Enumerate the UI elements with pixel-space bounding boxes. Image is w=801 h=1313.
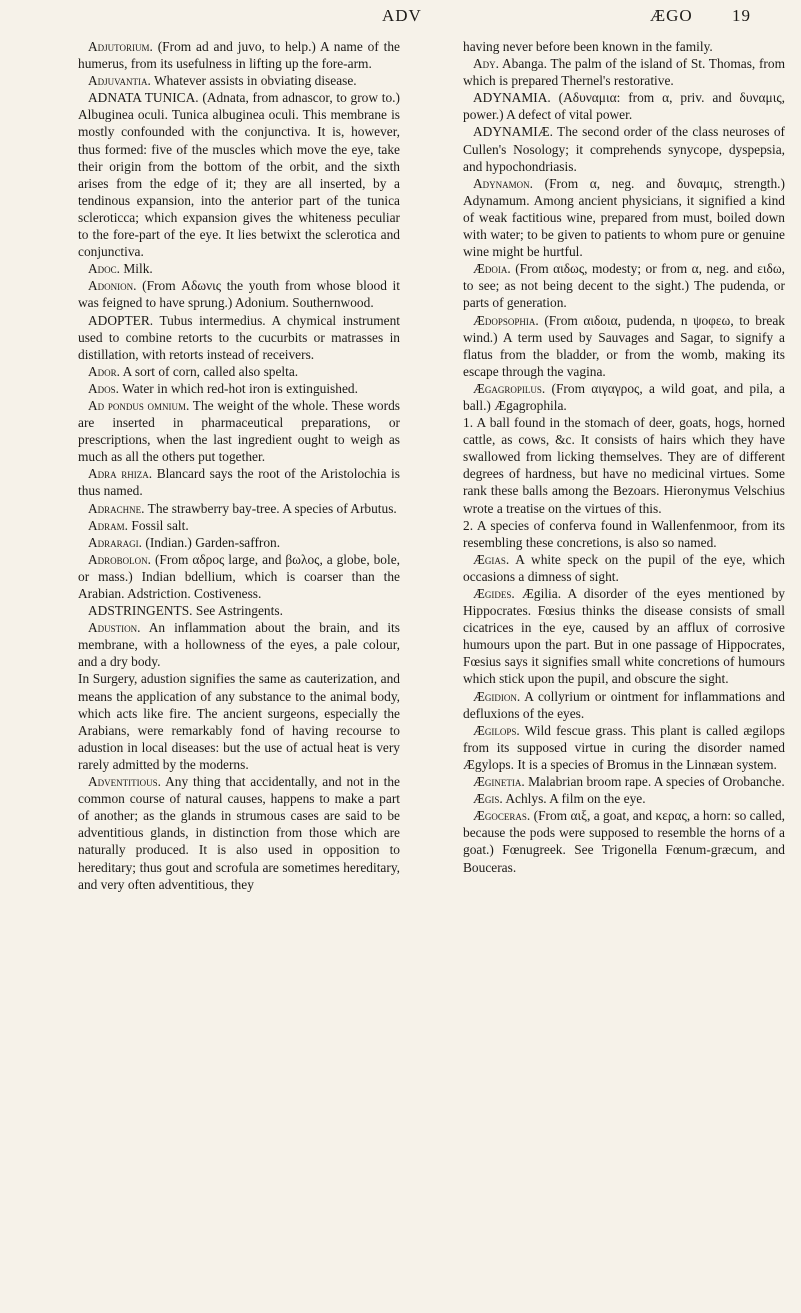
dictionary-entry [78, 551, 400, 602]
entry-headword: Ad pondus omnium. [88, 397, 190, 413]
entry-text: Wild fescue grass. This plant is called ægilops from its supposed virtue in curing the disorder named Ægylops. It is a species of Bromus in the Linnæan system. [463, 722, 785, 772]
entry-text: See Astringents. [192, 603, 283, 619]
running-head [70, 6, 751, 30]
dictionary-entry [78, 72, 400, 89]
dictionary-entry [78, 312, 400, 363]
dictionary-entry [78, 500, 400, 517]
entry-headword: Adrachne. [88, 500, 145, 516]
entry-headword: Ador. [88, 363, 121, 379]
entry-headword: Adventitious. [88, 774, 162, 790]
entry-text: (From αιδως, modesty; or from α, neg. and ειδω, to see; as not being decent to the sight.) The pudenda, or parts of generation. [463, 261, 785, 311]
entry-text: The strawberry bay-tree. A species of Arbutus. [144, 500, 397, 516]
entry-headword: Adraragi. [88, 534, 143, 550]
entry-text: (Adnata, from adnascor, to grow to.) Albuginea oculi. Tunica albuginea oculi. This membrane is mostly confounded with the conjunctiva. It is, however, thus formed: five of the muscles which move the eye, take their origin from the bottom of the orbit, and the sixth arises from the edge of it; they are all inserted, by a tendinous expansion, into the anterior part of the tunica scleroticca; which expansion gives the whiteness peculiar to the fore-part of the eye. It lies betwixt the sclerotica and conjunctiva. [78, 90, 400, 260]
entry-text: (From αιγαγρος, a wild goat, and pila, a ball.) Ægagrophila. [463, 380, 785, 413]
entry-headword: Ædoia. [473, 261, 511, 277]
entry-headword: Adram. [88, 517, 129, 533]
entry-headword: Adrobolon. [88, 551, 152, 567]
entry-headword: Ady. [473, 56, 500, 72]
dictionary-entry [463, 55, 785, 89]
dictionary-entry [78, 277, 400, 311]
entry-text: 1. A ball found in the stomach of deer, goats, hogs, horned cattle, as cows, &c. It consists of hairs which they have swallowed from licking themselves. They are of different degrees of hardness, but have no medicinal virtues. Some rank these balls among the Bezoars. Hieronymus Velschius wrote a treatise on the virtues of this. [463, 415, 785, 516]
entry-headword: Adynamon. [473, 175, 534, 191]
dictionary-entry [463, 517, 785, 551]
dictionary-entry [78, 534, 400, 551]
dictionary-entry [78, 602, 400, 619]
entry-text: In Surgery, adustion signifies the same as cauterization, and means the application of any substance to the animal body, which acts like fire. The ancient surgeons, especially the Arabians, were remarkably fond of having recourse to adustion in local diseases: but the use of actual heat is very rarely admitted by the moderns. [78, 671, 400, 772]
entry-text: A white speck on the pupil of the eye, which occasions a dimness of sight. [463, 551, 785, 584]
dictionary-entry [78, 89, 400, 260]
entry-text: Malabrian broom rape. A species of Orobanche. [524, 774, 785, 790]
dictionary-entry [463, 175, 785, 260]
entry-text: Tubus intermedius. A chymical instrument used to combine retorts to the cucurbits or matrasses in distillation, with retorts instead of receivers. [78, 312, 400, 362]
dictionary-entry [463, 551, 785, 585]
entry-headword: Adustion. [88, 620, 141, 636]
dictionary-entry [463, 312, 785, 380]
entry-text: Milk. [120, 261, 153, 277]
running-head-right: ÆGO [650, 6, 693, 25]
entry-headword: Adonion. [88, 278, 137, 294]
dictionary-entry [463, 722, 785, 773]
dictionary-entry [78, 363, 400, 380]
entry-text: (Indian.) Garden-saffron. [142, 534, 281, 550]
dictionary-entry [463, 89, 785, 123]
entry-text: (From Αδωνις the youth from whose blood it was feigned to have sprung.) Adonium. Southernwood. [78, 278, 400, 311]
entry-text: Achlys. A film on the eye. [502, 791, 646, 807]
dictionary-entry [78, 465, 400, 499]
dictionary-entry [78, 619, 400, 670]
entry-headword: Ægidion. [473, 688, 521, 704]
entry-text: Ægilia. A disorder of the eyes mentioned by Hippocrates. Fœsius thinks the disease consists of small cicatrices in the eye, caused by an afflux of corrosive humours upon the part. But in one passage of Hippocrates, Fœsius says it signifies small white concretions of humours which stick upon the pupil, and obscure the sight. [463, 586, 785, 687]
entry-text: A collyrium or ointment for inflammations and defluxions of the eyes. [463, 688, 785, 721]
left-column [78, 38, 400, 893]
entry-headword: ADOPTER. [88, 312, 154, 328]
entry-text: Any thing that accidentally, and not in the common course of natural causes, happens to make a part of another; as the glands in strumous cases are said to be adventitious glands, in distinction from those which are naturally produced. It is also used in opposition to hereditary; thus gout and scrofula are sometimes hereditary, and very often adventitious, they [78, 774, 400, 892]
entry-headword: ADYNAMIA. [473, 90, 551, 106]
entry-headword: Ados. [88, 380, 120, 396]
entry-text: Water in which red-hot iron is extinguished. [119, 380, 358, 396]
entry-headword: Ædopsophia. [473, 312, 539, 328]
dictionary-entry [463, 38, 785, 55]
entry-headword: Ægias. [473, 551, 510, 567]
dictionary-entry [463, 688, 785, 722]
entry-text: A sort of corn, called also spelta. [120, 363, 299, 379]
dictionary-entry [78, 670, 400, 773]
entry-headword: Æginetia. [473, 774, 525, 790]
page-number: 19 [732, 6, 751, 25]
entry-text: Abanga. The palm of the island of St. Thomas, from which is prepared Thernel's restorative. [463, 56, 785, 89]
dictionary-entry [463, 380, 785, 414]
running-head-left: ADV [382, 6, 422, 25]
dictionary-entry [463, 260, 785, 311]
dictionary-entry [463, 123, 785, 174]
entry-headword: ADSTRINGENTS. [88, 603, 193, 619]
entry-text: having never before been known in the family. [463, 39, 713, 54]
entry-text: The weight of the whole. These words are inserted in pharmaceutical preparations, or prescriptions, when the last ingredient ought to weigh as much as all the others put together. [78, 397, 400, 465]
dictionary-entry [463, 585, 785, 688]
entry-headword: Ægilops. [473, 722, 520, 738]
entry-headword: Adoc. [88, 261, 121, 277]
dictionary-entry [78, 397, 400, 465]
entry-headword: Ægoceras. [473, 808, 531, 824]
entry-headword: Adjutorium. [88, 39, 153, 54]
entry-text: (From αιξ, a goat, and κερας, a horn: so called, because the pods were supposed to resemble the horns of a goat.) Fœnugreek. See Trigonella Fœnum-græcum, and Bouceras. [463, 808, 785, 875]
entry-text: Fossil salt. [128, 517, 189, 533]
entry-text: (Αδυναμια: from α, priv. and δυναμις, power.) A defect of vital power. [463, 90, 785, 123]
entry-text: Whatever assists in obviating disease. [150, 73, 357, 89]
entry-headword: ADNATA TUNICA. [88, 90, 199, 106]
entry-headword: Ægis. [473, 791, 503, 807]
dictionary-entry [78, 38, 400, 72]
right-column [463, 38, 785, 876]
dictionary-entry [463, 414, 785, 517]
entry-text: 2. A species of conferva found in Wallenfenmoor, from its resembling these concretions, is also so named. [463, 517, 785, 550]
entry-headword: Ægides. [473, 586, 515, 601]
dictionary-entry [78, 773, 400, 893]
dictionary-entry [463, 790, 785, 807]
entry-headword: Adjuvantia. [88, 73, 151, 89]
entry-text: Blancard says the root of the Aristolochia is thus named. [78, 466, 400, 499]
entry-headword: ADYNAMIÆ. [473, 124, 553, 140]
entry-text: (From ad and juvo, to help.) A name of the humerus, from its usefulness in lifting up the fore-arm. [78, 39, 400, 72]
entry-headword: Ægagropilus. [473, 380, 546, 396]
dictionary-entry [78, 517, 400, 534]
dictionary-entry [78, 260, 400, 277]
entry-text: The second order of the class neuroses of Cullen's Nosology; it comprehends synycope, dyspepsia, and hypochondriasis. [463, 124, 785, 174]
entry-text: (From αδρος large, and βωλος, a globe, bole, or mass.) Indian bdellium, which is coarser than the Arabian. Adstriction. Costiveness. [78, 551, 400, 601]
entry-text: (From α, neg. and δυναμις, strength.) Adynamum. Among ancient physicians, it signified a kind of weak factitious wine, prepared from must, boiled down with water; to be given to patients to whom pure or genuine wine might be hurtful. [463, 175, 785, 260]
dictionary-entry [463, 807, 785, 875]
dictionary-entry [78, 380, 400, 397]
entry-text: (From αιδοια, pudenda, n ψοφεω, to break wind.) A term used by Sauvages and Sagar, to signify a flatus from the bladder, or from the womb, making its escape through the vagina. [463, 312, 785, 379]
entry-headword: Adra rhiza. [88, 466, 153, 482]
dictionary-entry [463, 773, 785, 790]
entry-text: An inflammation about the brain, and its membrane, with a hollowness of the eyes, a pale colour, and a dry body. [78, 620, 400, 670]
